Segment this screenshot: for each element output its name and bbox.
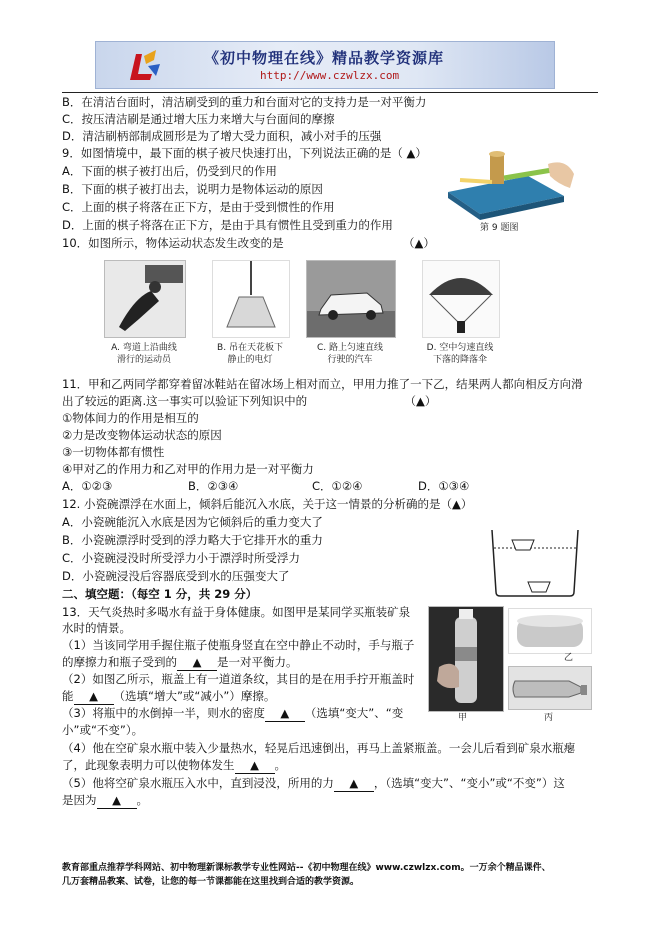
q12-option-b: B．小瓷碗漂浮时受到的浮力略大于它排开水的重力 [62, 533, 323, 547]
q11-choice-a: A．①②③ [62, 479, 113, 493]
q13-part3-line2: 小”或“不变”）。 [62, 723, 144, 737]
q10-image-skater [104, 260, 186, 338]
answer-blank[interactable]: ▲ [97, 793, 137, 809]
header-divider [62, 92, 598, 93]
q11-choice-b: B．②③④ [188, 479, 239, 493]
logo-icon [126, 46, 162, 84]
q13-figure-jia [428, 606, 504, 712]
q9-option-c: C．上面的棋子将落在正下方，是由于受到惯性的作用 [62, 200, 335, 214]
q10-image-parachute [422, 260, 500, 338]
answer-blank[interactable]: ▲ [74, 689, 114, 705]
q11-choice-d: D．①③④ [418, 479, 470, 493]
q13-part5-line1: （5）他将空矿泉水瓶压入水中，直到浸没，所用的力 ▲ ，（选填“变大”、“变小”或“不变”）这 [62, 776, 565, 790]
q13-part3-line1: （3）将瓶中的水倒掉一半，则水的密度 ▲ （选填“变大”、“变 [62, 706, 404, 720]
footer-line1: 教育部重点推荐学科网站、初中物理新课标教学专业性网站--《初中物理在线》www.czwlzx.com。一万余个精品课件、 [62, 863, 551, 873]
q11-item-2: ②力是改变物体运动状态的原因 [62, 428, 222, 442]
q10-caption-c: C. 路上匀速直线 行驶的汽车 [316, 343, 383, 365]
q9-figure [440, 140, 580, 222]
q10-caption-b: B. 吊在天花板下 静止的电灯 [217, 343, 283, 365]
q13-fig-label-yi: 乙 [564, 653, 574, 663]
answer-marker: ▲ [406, 146, 416, 160]
q11-item-3: ③一切物体都有惯性 [62, 445, 165, 459]
footer-line2: 几万套精品教案、试卷，让您的每一节课都能在这里找到合适的教学资源。 [62, 877, 360, 887]
q10-stem: 10．如图所示，物体运动状态发生改变的是 （▲） [62, 236, 435, 250]
q12-stem: 12. 小瓷碗漂浮在水面上，倾斜后能沉入水底，关于这一情景的分析确的是（▲） [62, 497, 473, 511]
q11-stem-line1: 11．甲和乙两同学都穿着留冰鞋站在留冰场上相对而立，甲用力推了一下乙，结果两人都向相反方向滑 [62, 377, 583, 391]
q8-option-d: D．清洁刷柄部制成圆形是为了增大受力面积，减小对手的压强 [62, 129, 382, 143]
q9-option-a: A．下面的棋子被打出后，仍受到尺的作用 [62, 164, 277, 178]
answer-blank[interactable]: ▲ [177, 655, 217, 671]
q13-stem-line2: 水时的情景。 [62, 621, 131, 635]
q13-figure-bing [508, 666, 592, 710]
q11-item-4: ④甲对乙的作用力和乙对甲的作用力是一对平衡力 [62, 462, 314, 476]
q12-option-c: C．小瓷碗浸没时所受浮力小于漂浮时所受浮力 [62, 551, 301, 565]
answer-marker: ▲ [451, 497, 461, 511]
banner-url[interactable]: http://www.czwlzx.com [260, 69, 400, 82]
header-banner [95, 41, 555, 89]
q13-fig-label-jia: 甲 [458, 713, 468, 723]
q11-item-1: ①物体间力的作用是相互的 [62, 411, 199, 425]
q13-figure-yi [508, 608, 592, 654]
answer-marker: ▲ [415, 394, 425, 408]
answer-blank[interactable]: ▲ [235, 758, 275, 774]
q9-option-d: D．上面的棋子将落在正下方，是由于具有惯性且受到重力的作用 [62, 218, 393, 232]
q13-fig-label-bing: 丙 [544, 713, 554, 723]
q9-stem-text: 9．如图情境中，最下面的棋子被尺快速打出，下列说法正确的是（ [62, 146, 403, 160]
q9-option-b: B．下面的棋子被打出去，说明力是物体运动的原因 [62, 182, 323, 196]
answer-marker: ▲ [414, 236, 424, 250]
answer-blank[interactable]: ▲ [334, 776, 374, 792]
q10-caption-a: A. 弯道上沿曲线 滑行的运动员 [111, 343, 177, 365]
q13-part1-line1: （1）当该同学用手握住瓶子使瓶身竖直在空中静止不动时，手与瓶子 [62, 638, 415, 652]
banner-title: 《初中物理在线》精品教学资源库 [204, 49, 445, 67]
q13-part4-line2: 了，此现象表明力可以使物体发生 ▲ 。 [62, 758, 286, 772]
q12-figure [488, 526, 582, 598]
q8-option-b: B．在清洁台面时，清洁刷受到的重力和台面对它的支持力是一对平衡力 [62, 95, 427, 109]
q13-part2-line2: 能 ▲ （选填“增大”或“减小”）摩擦。 [62, 689, 276, 703]
q13-part4-line1: （4）他在空矿泉水瓶中装入少量热水，轻晃后迅速倒出，再马上盖紧瓶盖。一会儿后看到矿泉水瓶瘪 [62, 741, 576, 755]
q10-image-car [306, 260, 396, 338]
q11-stem-line2: 出了较远的距离.这一事实可以验证下列知识中的 （▲） [62, 394, 437, 408]
q13-stem-line1: 13．天气炎热时多喝水有益于身体健康。如图甲是某同学买瓶装矿泉 [62, 605, 411, 619]
q10-stem-text: 10．如图所示，物体运动状态发生改变的是 [62, 236, 284, 250]
q9-figure-caption: 第 9 题图 [480, 223, 519, 233]
q13-part5-line2: 是因为 ▲ 。 [62, 793, 148, 807]
q10-caption-d: D. 空中匀速直线 下落的降落伞 [426, 343, 494, 365]
q10-image-lamp [212, 260, 290, 338]
q13-part1-line2: 的摩擦力和瓶子受到的 ▲ 是一对平衡力。 [62, 655, 298, 669]
q9-stem: 9．如图情境中，最下面的棋子被尺快速打出，下列说法正确的是（ ▲） [62, 146, 427, 160]
q12-option-d: D．小瓷碗浸没后容器底受到水的压强变大了 [62, 569, 290, 583]
q12-option-a: A．小瓷碗能沉入水底是因为它倾斜后的重力变大了 [62, 515, 323, 529]
q11-choice-c: C．①②④ [312, 479, 363, 493]
q8-option-c: C．按压清洁刷是通过增大压力来增大与台面间的摩擦 [62, 112, 335, 126]
q13-part2-line1: （2）如图乙所示，瓶盖上有一道道条纹，其目的是在用手拧开瓶盖时 [62, 672, 415, 686]
section2-title: 二、填空题：（每空 1 分，共 29 分） [62, 587, 258, 601]
answer-blank[interactable]: ▲ [265, 706, 305, 722]
